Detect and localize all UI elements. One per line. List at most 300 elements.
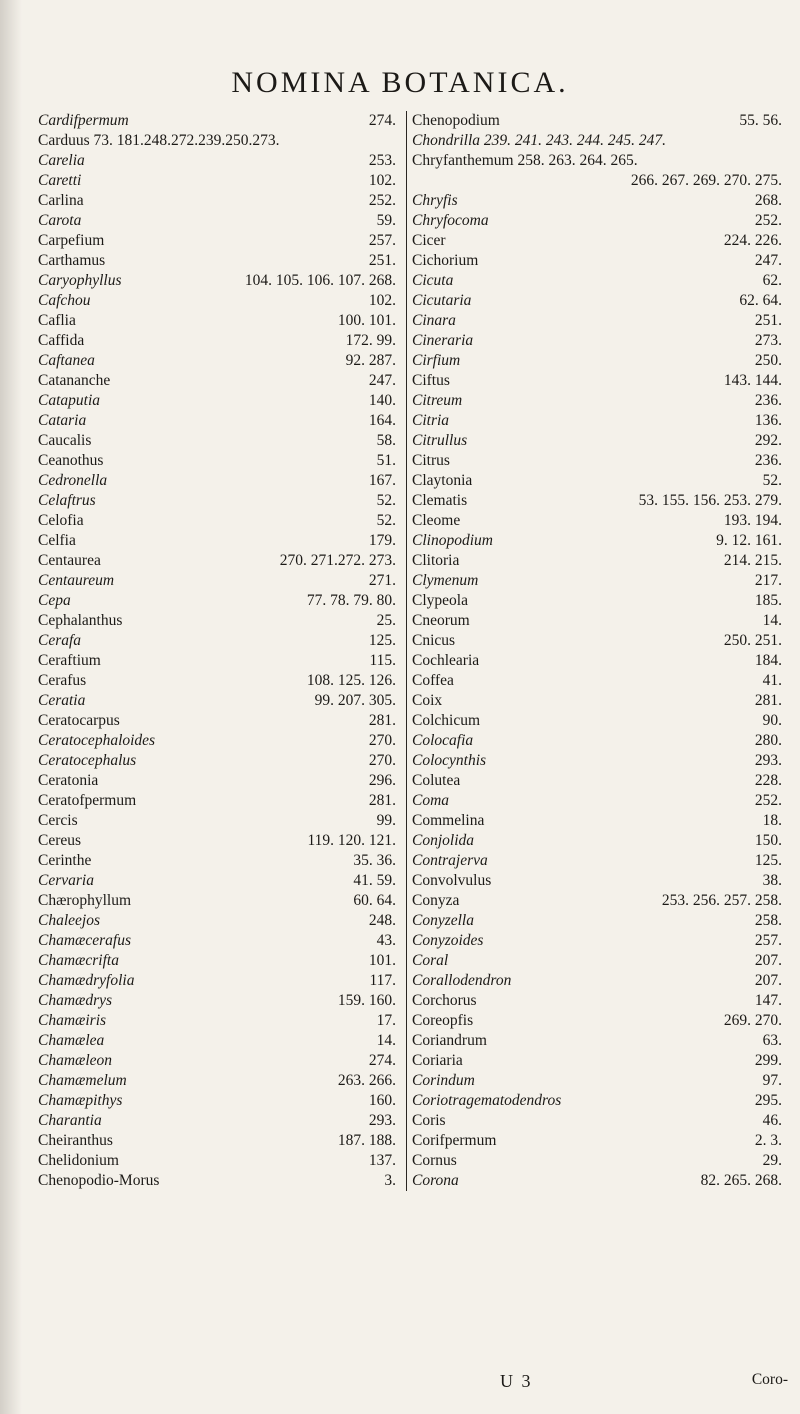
entry-term: Carduus 73. 181.248.272.239.250.273. bbox=[38, 132, 280, 149]
index-entry bbox=[38, 1011, 402, 1031]
entry-term: Chamæcerafus bbox=[38, 932, 131, 949]
entry-term: Cicutaria bbox=[412, 292, 472, 309]
index-entry bbox=[38, 591, 402, 611]
entry-term: Cervaria bbox=[38, 872, 94, 889]
index-entry bbox=[38, 271, 402, 291]
entry-pages: 41. bbox=[762, 672, 782, 689]
entry-pages: 293. bbox=[368, 1112, 396, 1129]
entry-term: Colchicum bbox=[412, 712, 481, 729]
index-entry bbox=[412, 171, 790, 191]
entry-pages: 101. bbox=[368, 952, 396, 969]
entry-pages: 3. bbox=[384, 1172, 396, 1189]
entry-pages: 46. bbox=[762, 1112, 782, 1129]
index-entry bbox=[412, 751, 790, 771]
entry-term: Colutea bbox=[412, 772, 461, 789]
entry-pages: 207. bbox=[754, 952, 782, 969]
index-entry bbox=[38, 1111, 402, 1131]
index-entry bbox=[412, 1151, 790, 1171]
entry-pages: 179. bbox=[368, 532, 396, 549]
entry-pages: 38. bbox=[762, 872, 782, 889]
entry-term: Caryophyllus bbox=[38, 272, 122, 289]
entry-pages: 273. bbox=[754, 332, 782, 349]
entry-pages: 172. 99. bbox=[345, 332, 396, 349]
index-entry bbox=[412, 951, 790, 971]
entry-term: Caflia bbox=[38, 312, 76, 329]
entry-term: Caffida bbox=[38, 332, 85, 349]
entry-term: Corindum bbox=[412, 1072, 475, 1089]
index-entry bbox=[412, 771, 790, 791]
entry-term: Cochlearia bbox=[412, 652, 480, 669]
index-entry bbox=[38, 1171, 402, 1191]
entry-term: Chamædrys bbox=[38, 992, 113, 1009]
entry-pages: 150. bbox=[754, 832, 782, 849]
entry-pages: 62. bbox=[762, 272, 782, 289]
entry-pages: 270. bbox=[368, 732, 396, 749]
index-entry bbox=[38, 451, 402, 471]
index-entry bbox=[38, 131, 402, 151]
entry-term: Chamæcrifta bbox=[38, 952, 119, 969]
index-entry bbox=[412, 851, 790, 871]
entry-pages: 293. bbox=[754, 752, 782, 769]
index-entry bbox=[412, 791, 790, 811]
entry-term: Ciftus bbox=[412, 372, 450, 389]
index-entry bbox=[412, 331, 790, 351]
entry-term: Chaleejos bbox=[38, 912, 100, 929]
index-entry bbox=[412, 1091, 790, 1111]
index-entry bbox=[412, 991, 790, 1011]
index-entry bbox=[38, 351, 402, 371]
index-entry bbox=[38, 951, 402, 971]
entry-term: Citreum bbox=[412, 392, 463, 409]
entry-term: Ceratocephaloides bbox=[38, 732, 156, 749]
entry-term: Chamæpithys bbox=[38, 1092, 123, 1109]
catchword: Coro- bbox=[751, 1371, 788, 1388]
index-entry bbox=[412, 811, 790, 831]
index-entry bbox=[412, 1131, 790, 1151]
entry-pages: 258. bbox=[754, 912, 782, 929]
entry-pages: 100. 101. bbox=[337, 312, 396, 329]
entry-pages: 14. bbox=[762, 612, 782, 629]
entry-pages: 295. bbox=[754, 1092, 782, 1109]
entry-term: Charantia bbox=[38, 1112, 102, 1129]
entry-term: Caftanea bbox=[38, 352, 95, 369]
entry-pages: 247. bbox=[368, 372, 396, 389]
index-entry bbox=[412, 431, 790, 451]
entry-pages: 224. 226. bbox=[723, 232, 782, 249]
entry-term: Chryfanthemum 258. 263. 264. 265. bbox=[412, 152, 638, 169]
entry-term: Clinopodium bbox=[412, 532, 493, 549]
index-entry bbox=[412, 271, 790, 291]
entry-term: Conyza bbox=[412, 892, 460, 909]
entry-term: Cinara bbox=[412, 312, 456, 329]
entry-pages: 125. bbox=[368, 632, 396, 649]
entry-pages: 253. bbox=[368, 152, 396, 169]
entry-term: Corifpermum bbox=[412, 1132, 497, 1149]
entry-pages: 281. bbox=[754, 692, 782, 709]
entry-pages: 280. bbox=[754, 732, 782, 749]
entry-term: Cornus bbox=[412, 1152, 457, 1169]
index-entry bbox=[38, 411, 402, 431]
entry-pages: 159. 160. bbox=[337, 992, 396, 1009]
entry-pages: 9. 12. 161. bbox=[716, 532, 782, 549]
entry-pages: 90. bbox=[762, 712, 782, 729]
index-entry bbox=[38, 631, 402, 651]
entry-pages: 117. bbox=[369, 972, 396, 989]
entry-pages: 252. bbox=[368, 192, 396, 209]
entry-term: Chærophyllum bbox=[38, 892, 132, 909]
entry-pages: 147. bbox=[754, 992, 782, 1009]
entry-pages: 292. bbox=[754, 432, 782, 449]
entry-term: Cleome bbox=[412, 512, 461, 529]
entry-term: Centaurea bbox=[38, 552, 101, 569]
index-entry bbox=[38, 731, 402, 751]
entry-term: Cataputia bbox=[38, 392, 101, 409]
entry-term: Chelidonium bbox=[38, 1152, 119, 1169]
entry-term: Coral bbox=[412, 952, 449, 969]
entry-term: Catananche bbox=[38, 372, 111, 389]
entry-pages: 140. bbox=[368, 392, 396, 409]
index-entry bbox=[38, 371, 402, 391]
entry-term: Cepa bbox=[38, 592, 71, 609]
entry-pages: 60. 64. bbox=[353, 892, 396, 909]
entry-pages: 102. bbox=[368, 172, 396, 189]
index-entry bbox=[412, 1111, 790, 1131]
entry-term: Convolvulus bbox=[412, 872, 492, 889]
index-entry bbox=[38, 551, 402, 571]
index-entry bbox=[412, 411, 790, 431]
entry-pages: 270. 271.272. 273. bbox=[279, 552, 396, 569]
index-entry bbox=[38, 651, 402, 671]
index-entry bbox=[38, 911, 402, 931]
index-entry bbox=[38, 251, 402, 271]
entry-pages: 41. 59. bbox=[353, 872, 396, 889]
index-entry bbox=[412, 1031, 790, 1051]
entry-pages: 82. 265. 268. bbox=[700, 1172, 782, 1189]
entry-pages: 184. bbox=[754, 652, 782, 669]
index-entry bbox=[412, 531, 790, 551]
index-entry bbox=[412, 831, 790, 851]
entry-term: Coriotragematodendros bbox=[412, 1092, 562, 1109]
entry-term: Chamæmelum bbox=[38, 1072, 127, 1089]
entry-pages: 43. bbox=[376, 932, 396, 949]
index-entry bbox=[38, 431, 402, 451]
entry-pages: 119. 120. 121. bbox=[307, 832, 396, 849]
signature-mark: U 3 bbox=[500, 1371, 533, 1391]
entry-term: Colocafia bbox=[412, 732, 474, 749]
index-entry bbox=[412, 971, 790, 991]
entry-pages: 164. bbox=[368, 412, 396, 429]
entry-term: Ceratocarpus bbox=[38, 712, 120, 729]
index-entry bbox=[412, 351, 790, 371]
entry-term: Chamælea bbox=[38, 1032, 105, 1049]
entry-pages: 108. 125. 126. bbox=[306, 672, 396, 689]
entry-term: Cerafus bbox=[38, 672, 87, 689]
entry-term: Citrullus bbox=[412, 432, 468, 449]
entry-term: Cereus bbox=[38, 832, 82, 849]
entry-pages: 247. bbox=[754, 252, 782, 269]
entry-pages: 281. bbox=[368, 712, 396, 729]
index-entry bbox=[38, 971, 402, 991]
entry-term: Cineraria bbox=[412, 332, 474, 349]
index-entry bbox=[38, 311, 402, 331]
index-entry bbox=[38, 811, 402, 831]
entry-term: Chamædryfolia bbox=[38, 972, 135, 989]
index-entry bbox=[38, 691, 402, 711]
index-entry bbox=[38, 191, 402, 211]
entry-pages: 266. 267. 269. 270. 275. bbox=[630, 172, 782, 189]
entry-term: Cicuta bbox=[412, 272, 454, 289]
entry-term: Centaureum bbox=[38, 572, 115, 589]
entry-term: Corallodendron bbox=[412, 972, 512, 989]
index-entry bbox=[412, 931, 790, 951]
entry-term: Cerafa bbox=[38, 632, 82, 649]
index-entry bbox=[412, 551, 790, 571]
entry-term: Carelia bbox=[38, 152, 85, 169]
index-entry bbox=[38, 771, 402, 791]
entry-pages: 53. 155. 156. 253. 279. bbox=[638, 492, 782, 509]
entry-pages: 136. bbox=[754, 412, 782, 429]
entry-pages: 274. bbox=[368, 1052, 396, 1069]
entry-term: Coris bbox=[412, 1112, 446, 1129]
entry-pages: 18. bbox=[762, 812, 782, 829]
right-index-column bbox=[412, 111, 790, 1191]
entry-term: Cnicus bbox=[412, 632, 456, 649]
entry-term: Chamæiris bbox=[38, 1012, 107, 1029]
entry-term: Ceraftium bbox=[38, 652, 101, 669]
index-entry bbox=[38, 1131, 402, 1151]
index-entry bbox=[38, 231, 402, 251]
entry-pages: 263. 266. bbox=[337, 1072, 396, 1089]
entry-term: Citrus bbox=[412, 452, 450, 469]
index-entry bbox=[38, 531, 402, 551]
index-entry bbox=[412, 491, 790, 511]
entry-pages: 250. 251. bbox=[723, 632, 782, 649]
entry-pages: 296. bbox=[368, 772, 396, 789]
index-entry bbox=[412, 511, 790, 531]
index-entry bbox=[38, 1051, 402, 1071]
entry-pages: 52. bbox=[762, 472, 782, 489]
index-entry bbox=[38, 211, 402, 231]
entry-term: Colocynthis bbox=[412, 752, 487, 769]
index-entry bbox=[412, 451, 790, 471]
entry-term: Clematis bbox=[412, 492, 468, 509]
entry-pages: 248. bbox=[368, 912, 396, 929]
entry-pages: 160. bbox=[368, 1092, 396, 1109]
entry-pages: 25. bbox=[376, 612, 396, 629]
entry-term: Cardifpermum bbox=[38, 112, 129, 129]
entry-pages: 253. 256. 257. 258. bbox=[661, 892, 782, 909]
index-entry bbox=[38, 1091, 402, 1111]
index-entry bbox=[412, 671, 790, 691]
entry-pages: 58. bbox=[376, 432, 396, 449]
index-entry bbox=[38, 611, 402, 631]
entry-pages: 55. 56. bbox=[739, 112, 782, 129]
index-entry bbox=[38, 511, 402, 531]
entry-term: Ceratofpermum bbox=[38, 792, 137, 809]
entry-term: Coma bbox=[412, 792, 450, 809]
entry-pages: 299. bbox=[754, 1052, 782, 1069]
entry-term: Corchorus bbox=[412, 992, 477, 1009]
entry-pages: 274. bbox=[368, 112, 396, 129]
entry-term: Carota bbox=[38, 212, 82, 229]
index-entry bbox=[38, 931, 402, 951]
entry-term: Cataria bbox=[38, 412, 87, 429]
entry-term: Cerinthe bbox=[38, 852, 92, 869]
page-gutter-shadow bbox=[0, 0, 22, 1414]
entry-term: Carlina bbox=[38, 192, 84, 209]
entry-pages: 92. 287. bbox=[345, 352, 396, 369]
entry-pages: 228. bbox=[754, 772, 782, 789]
entry-pages: 97. bbox=[762, 1072, 782, 1089]
index-entry bbox=[38, 151, 402, 171]
entry-term: Chamæleon bbox=[38, 1052, 113, 1069]
index-entry bbox=[412, 371, 790, 391]
entry-pages: 115. bbox=[369, 652, 396, 669]
entry-pages: 207. bbox=[754, 972, 782, 989]
entry-pages: 29. bbox=[762, 1152, 782, 1169]
entry-term: Chenopodio-Morus bbox=[38, 1172, 160, 1189]
index-entry bbox=[38, 171, 402, 191]
index-entry bbox=[412, 1171, 790, 1191]
index-entry bbox=[412, 611, 790, 631]
entry-term: Cercis bbox=[38, 812, 78, 829]
entry-term: Ceratonia bbox=[38, 772, 99, 789]
entry-pages: 185. bbox=[754, 592, 782, 609]
entry-pages: 252. bbox=[754, 792, 782, 809]
entry-pages: 99. 207. 305. bbox=[314, 692, 396, 709]
index-entry bbox=[38, 711, 402, 731]
entry-term: Commelina bbox=[412, 812, 485, 829]
entry-term: Caretti bbox=[38, 172, 82, 189]
entry-pages: 59. bbox=[376, 212, 396, 229]
index-entry bbox=[38, 491, 402, 511]
entry-term: Cichorium bbox=[412, 252, 479, 269]
entry-pages: 193. 194. bbox=[723, 512, 782, 529]
entry-term: Celfia bbox=[38, 532, 76, 549]
entry-term: Coffea bbox=[412, 672, 454, 689]
entry-pages: 125. bbox=[754, 852, 782, 869]
index-entry bbox=[38, 831, 402, 851]
entry-pages: 268. bbox=[754, 192, 782, 209]
entry-term: Ceratocephalus bbox=[38, 752, 137, 769]
entry-pages: 52. bbox=[376, 512, 396, 529]
entry-term: Caucalis bbox=[38, 432, 92, 449]
index-entry bbox=[412, 211, 790, 231]
entry-pages: 250. bbox=[754, 352, 782, 369]
index-entry bbox=[38, 1151, 402, 1171]
entry-pages: 251. bbox=[368, 252, 396, 269]
entry-pages: 236. bbox=[754, 392, 782, 409]
index-entry bbox=[412, 291, 790, 311]
entry-term: Contrajerva bbox=[412, 852, 488, 869]
index-entry bbox=[412, 1011, 790, 1031]
entry-term: Cneorum bbox=[412, 612, 470, 629]
entry-pages: 214. 215. bbox=[723, 552, 782, 569]
entry-pages: 143. 144. bbox=[723, 372, 782, 389]
entry-pages: 236. bbox=[754, 452, 782, 469]
index-entry bbox=[412, 311, 790, 331]
index-entry bbox=[412, 471, 790, 491]
entry-term: Cicer bbox=[412, 232, 446, 249]
entry-term: Chenopodium bbox=[412, 112, 500, 129]
index-entry bbox=[412, 691, 790, 711]
index-entry bbox=[38, 671, 402, 691]
entry-term: Cedronella bbox=[38, 472, 108, 489]
index-entry bbox=[38, 571, 402, 591]
index-entry bbox=[412, 231, 790, 251]
index-entry bbox=[38, 391, 402, 411]
entry-term: Ceratia bbox=[38, 692, 86, 709]
entry-term: Cirfium bbox=[412, 352, 461, 369]
entry-term: Clitoria bbox=[412, 552, 460, 569]
entry-pages: 102. bbox=[368, 292, 396, 309]
entry-pages: 252. bbox=[754, 212, 782, 229]
index-entry bbox=[412, 871, 790, 891]
index-entry bbox=[412, 1071, 790, 1091]
entry-term: Conjolida bbox=[412, 832, 475, 849]
entry-pages: 167. bbox=[368, 472, 396, 489]
entry-pages: 2. 3. bbox=[754, 1132, 782, 1149]
entry-pages: 217. bbox=[754, 572, 782, 589]
entry-term: Carthamus bbox=[38, 252, 106, 269]
left-index-column bbox=[38, 111, 407, 1191]
index-entry bbox=[38, 1031, 402, 1051]
index-entry bbox=[38, 891, 402, 911]
entry-term: Ceanothus bbox=[38, 452, 104, 469]
index-entry bbox=[38, 291, 402, 311]
entry-term: Cafchou bbox=[38, 292, 91, 309]
index-entry bbox=[412, 1051, 790, 1071]
entry-term: Carpefium bbox=[38, 232, 105, 249]
entry-pages: 269. 270. bbox=[723, 1012, 782, 1029]
index-entry bbox=[412, 131, 790, 151]
index-entry bbox=[38, 751, 402, 771]
entry-pages: 257. bbox=[368, 232, 396, 249]
index-entry bbox=[412, 731, 790, 751]
index-entry bbox=[38, 791, 402, 811]
index-entry bbox=[412, 151, 790, 171]
index-entry bbox=[412, 111, 790, 131]
index-entry bbox=[412, 391, 790, 411]
entry-pages: 99. bbox=[376, 812, 396, 829]
entry-term: Corona bbox=[412, 1172, 459, 1189]
entry-pages: 137. bbox=[368, 1152, 396, 1169]
entry-term: Claytonia bbox=[412, 472, 473, 489]
entry-pages: 14. bbox=[376, 1032, 396, 1049]
index-entry bbox=[412, 251, 790, 271]
entry-pages: 17. bbox=[376, 1012, 396, 1029]
entry-pages: 271. bbox=[368, 572, 396, 589]
index-entry bbox=[38, 851, 402, 871]
index-entry bbox=[38, 1071, 402, 1091]
entry-term: Celofia bbox=[38, 512, 84, 529]
index-entry bbox=[412, 571, 790, 591]
index-entry bbox=[412, 711, 790, 731]
index-entry bbox=[38, 471, 402, 491]
entry-pages: 270. bbox=[368, 752, 396, 769]
index-entry bbox=[38, 991, 402, 1011]
page-title: NOMINA BOTANICA. bbox=[231, 66, 569, 99]
entry-pages: 62. 64. bbox=[739, 292, 782, 309]
index-entry bbox=[38, 111, 402, 131]
entry-pages: 35. 36. bbox=[353, 852, 396, 869]
entry-term: Conyzella bbox=[412, 912, 474, 929]
entry-pages: 51. bbox=[376, 452, 396, 469]
entry-term: Conyzoides bbox=[412, 932, 484, 949]
index-entry bbox=[412, 191, 790, 211]
index-entry bbox=[412, 631, 790, 651]
entry-term: Citria bbox=[412, 412, 450, 429]
